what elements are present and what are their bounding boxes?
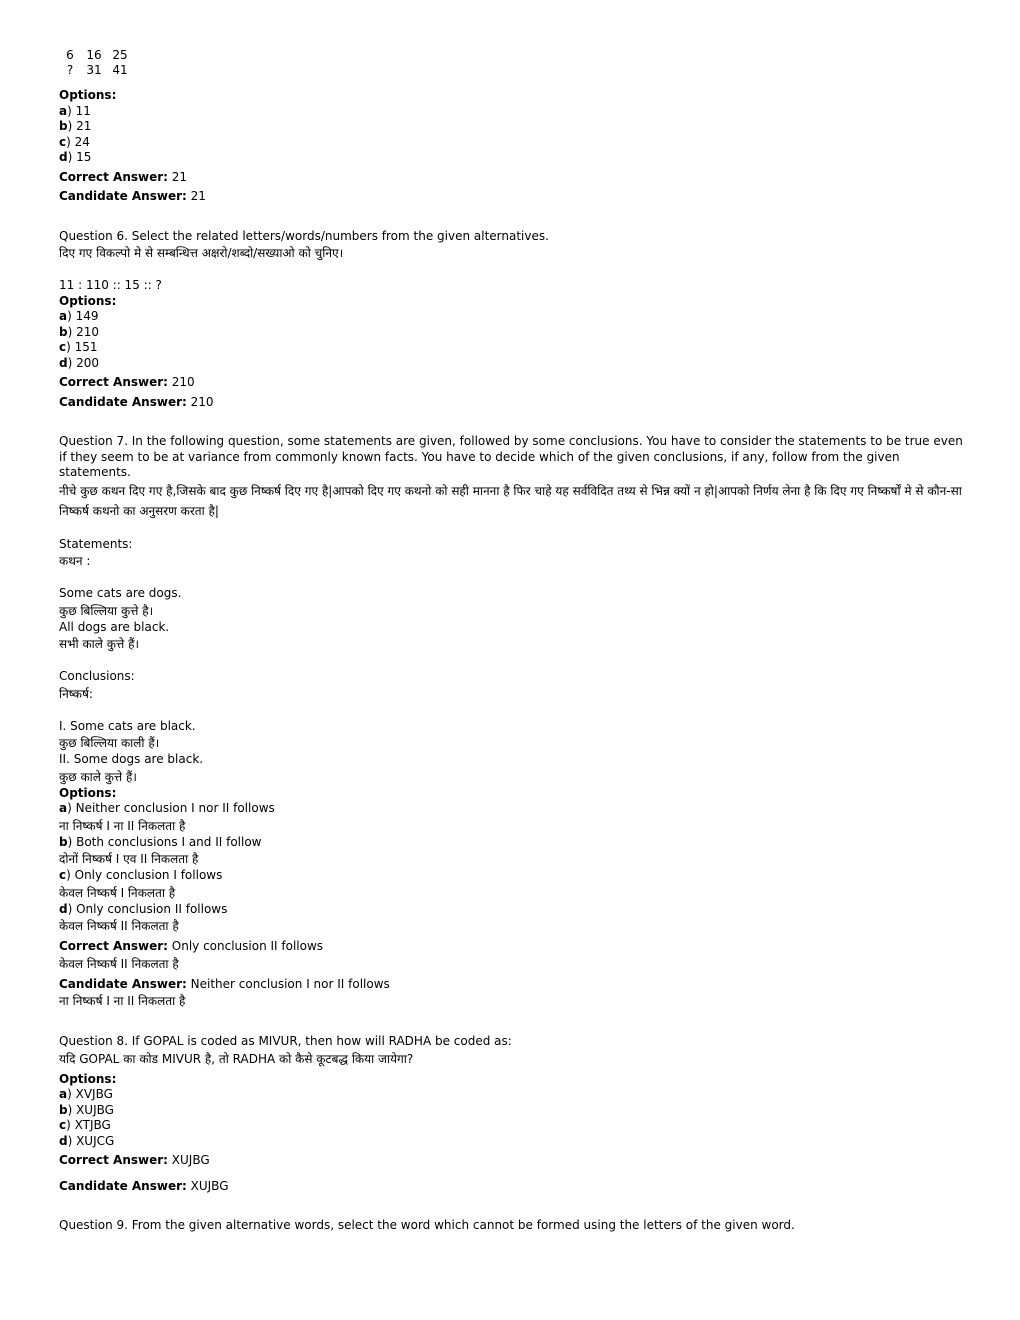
option-c: c) 151 [59, 340, 98, 354]
document-page [59, 48, 969, 1234]
option-c: c) 24 [59, 134, 90, 149]
statement-2: All dogs are black. [59, 619, 170, 634]
option-c: c) Only conclusion I follows [59, 868, 223, 882]
option-c-hindi: केवल निष्कर्ष I निकलता है [59, 885, 176, 900]
option-d: d) 200 [59, 355, 99, 370]
candidate-answer: Candidate Answer: XUJBG [59, 1178, 229, 1193]
correct-answer-hindi: केवल निष्कर्ष II निकलता है [59, 956, 179, 971]
conclusion-2-hindi: कुछ काले कुत्ते हैं। [59, 769, 137, 784]
statement-2-hindi: सभी काले कुत्ते हैं। [59, 637, 139, 651]
option-b-hindi: दोनों निष्कर्ष I एव II निकलता है [59, 852, 199, 866]
correct-answer: Correct Answer: XUJBG [59, 1153, 210, 1167]
grid-cell: 41 [112, 63, 128, 77]
number-grid [59, 48, 969, 78]
option-d-hindi: केवल निष्कर्ष II निकलता है [59, 919, 179, 933]
conclusion-1: I. Some cats are black. [59, 718, 196, 733]
question-7-text-hindi: नीचे कुछ कथन दिए गए है,जिसके बाद कुछ निष्कर्ष दिए गए है|आपको दिए गए कथनो को सही मानना है फिर चाहे यह सर्वविदित तथ्य से भिन्न क्यों न हो|आपको निर्णय लेना है कि दिए गए निष्कर्षों मे से कौन-सा निष्कर्ष कथनो का अनुसरण करता है| [59, 483, 962, 518]
option-b: b) Both conclusions I and II follow [59, 834, 262, 849]
option-d: d) XUJCG [59, 1133, 115, 1148]
candidate-answer: Candidate Answer: 21 [59, 189, 206, 203]
grid-cell: 6 [66, 48, 74, 62]
grid-row [59, 63, 969, 78]
option-a-hindi: ना निष्कर्ष I ना II निकलता है [59, 818, 186, 833]
question-6-problem: 11 : 110 :: 15 :: ? [59, 278, 162, 292]
option-b: b) 21 [59, 119, 92, 133]
options-label: Options: [59, 785, 117, 800]
option-b: b) XUJBG [59, 1102, 114, 1117]
candidate-answer: Candidate Answer: Neither conclusion I nor II follows [59, 976, 390, 991]
correct-answer: Correct Answer: 21 [59, 169, 188, 184]
grid-cell: 31 [86, 63, 102, 77]
question-8-text: Question 8. If GOPAL is coded as MIVUR, then how will RADHA be coded as: [59, 1034, 512, 1048]
question-9-text: Question 9. From the given alternative words, select the word which cannot be formed using the letters of the given word. [59, 1218, 795, 1232]
option-a: a) XVJBG [59, 1087, 113, 1101]
correct-answer: Correct Answer: 210 [59, 375, 195, 389]
statement-1-hindi: कुछ बिल्लिया कुत्ते है। [59, 603, 154, 618]
candidate-answer-hindi: ना निष्कर्ष I ना II निकलता है [59, 994, 186, 1008]
grid-cell: 25 [112, 48, 128, 62]
statement-1: Some cats are dogs. [59, 586, 182, 600]
correct-answer: Correct Answer: Only conclusion II follows [59, 939, 324, 953]
statements-heading: Statements: [59, 536, 133, 551]
question-6-text-hindi: दिए गए विकल्पो मे से सम्बन्धित्त अक्षरो/शब्दो/सख्याओ को चुनिए। [59, 246, 344, 260]
conclusions-heading-hindi: निष्कर्ष: [59, 686, 93, 701]
option-c: c) XTJBG [59, 1118, 111, 1132]
option-d: d) Only conclusion II follows [59, 901, 228, 916]
question-7-text: Question 7. In the following question, some statements are given, followed by some conclusions. You have to consider the statements to be true even if they seem to be at variance from commonly known facts. You have to decide which of the given conclusions, if any, follow from the given statements. [59, 434, 963, 479]
grid-cell: 16 [86, 48, 102, 62]
option-a: a) 11 [59, 103, 91, 118]
statements-heading-hindi: कथन : [59, 554, 91, 568]
grid-row [59, 48, 969, 63]
option-d: d) 15 [59, 150, 92, 164]
option-a: a) 149 [59, 309, 99, 323]
conclusions-heading: Conclusions: [59, 669, 135, 683]
options-label: Options: [59, 88, 117, 102]
option-b: b) 210 [59, 324, 99, 339]
option-a: a) Neither conclusion I nor II follows [59, 801, 275, 815]
candidate-answer: Candidate Answer: 210 [59, 394, 214, 409]
conclusion-1-hindi: कुछ बिल्लिया काली हैं। [59, 736, 160, 750]
grid-cell: ? [66, 63, 74, 77]
conclusion-2: II. Some dogs are black. [59, 752, 204, 766]
options-label: Options: [59, 293, 117, 308]
question-8-text-hindi: यदि GOPAL का कोड MIVUR है, तो RADHA को कैसे कूटबद्ध किया जायेगा? [59, 1051, 414, 1066]
question-6-text: Question 6. Select the related letters/words/numbers from the given alternatives. [59, 228, 549, 243]
options-label: Options: [59, 1071, 117, 1086]
